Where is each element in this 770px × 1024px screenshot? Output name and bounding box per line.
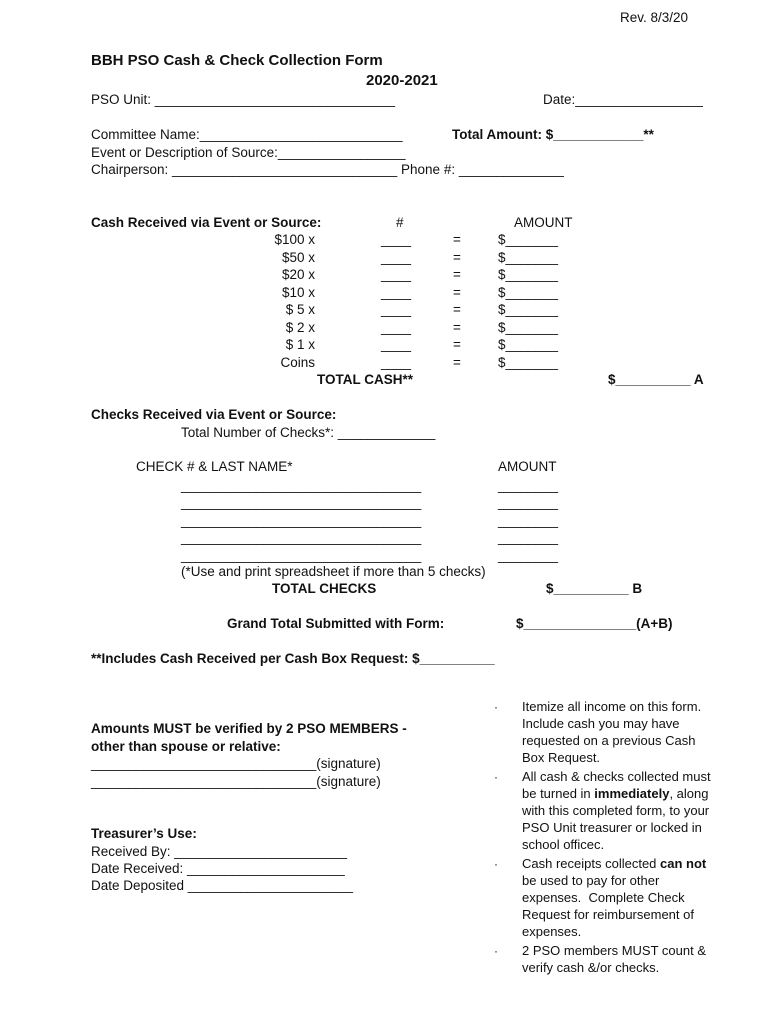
check-amount-field[interactable]: ________ xyxy=(498,495,559,510)
check-name-field[interactable]: ________________________________ xyxy=(181,478,422,493)
treasurer-heading: Treasurer’s Use: xyxy=(91,826,197,841)
amount-column-header: AMOUNT xyxy=(514,215,573,230)
cash-heading: Cash Received via Event or Source: xyxy=(91,215,322,230)
count-field[interactable]: ____ xyxy=(381,232,412,247)
spreadsheet-note: (*Use and print spreadsheet if more than 5 checks) xyxy=(181,564,486,579)
count-field[interactable]: ____ xyxy=(381,355,412,370)
instruction-line: be used to pay for other xyxy=(522,873,660,888)
grand-total-label: Grand Total Submitted with Form: xyxy=(227,616,445,631)
check-amount-column-header: AMOUNT xyxy=(498,459,557,474)
amount-field[interactable]: $_______ xyxy=(498,337,559,352)
denomination-label: $20 x xyxy=(281,267,315,282)
instruction-text: Cash receipts collected xyxy=(522,856,661,871)
count-field[interactable]: ____ xyxy=(381,250,412,265)
equals-sign: = xyxy=(453,320,461,335)
instruction-line xyxy=(522,856,706,872)
verification-instruction-cont: other than spouse or relative: xyxy=(91,739,281,754)
bullet-marker: · xyxy=(494,700,498,714)
instruction-line: requested on a previous Cash xyxy=(522,733,696,748)
revision-date: Rev. 8/3/20 xyxy=(620,10,689,25)
instruction-line xyxy=(522,786,708,802)
check-name-field[interactable]: ________________________________ xyxy=(181,548,422,563)
count-field[interactable]: ____ xyxy=(381,320,412,335)
equals-sign: = xyxy=(453,250,461,265)
total-amount-field[interactable]: Total Amount: $____________** xyxy=(452,127,654,142)
equals-sign: = xyxy=(453,355,461,370)
instruction-line: Box Request. xyxy=(522,750,601,765)
amount-field[interactable]: $_______ xyxy=(498,285,559,300)
instruction-line: Include cash you may have xyxy=(522,716,680,731)
total-checks-count-field[interactable]: Total Number of Checks*: _____________ xyxy=(181,425,436,440)
check-name-field[interactable]: ________________________________ xyxy=(181,513,422,528)
count-field[interactable]: ____ xyxy=(381,267,412,282)
pso-unit-field[interactable]: PSO Unit: ________________________________ xyxy=(91,92,396,107)
instruction-text: be turned in xyxy=(522,786,595,801)
checks-heading: Checks Received via Event or Source: xyxy=(91,407,337,422)
equals-sign: = xyxy=(453,285,461,300)
total-cash-label: TOTAL CASH** xyxy=(317,372,414,387)
instruction-line: 2 PSO members MUST count & xyxy=(522,943,706,958)
instruction-line: expenses. Complete Check xyxy=(522,890,685,905)
bullet-marker: · xyxy=(494,770,498,784)
received-by-field[interactable]: Received By: _______________________ xyxy=(91,844,347,859)
check-name-column-header: CHECK # & LAST NAME* xyxy=(136,459,293,474)
denomination-label: $10 x xyxy=(281,285,315,300)
check-amount-field[interactable]: ________ xyxy=(498,548,559,563)
date-field[interactable]: Date:_________________ xyxy=(543,92,703,107)
bullet-marker: · xyxy=(494,944,498,958)
check-name-field[interactable]: ________________________________ xyxy=(181,530,422,545)
event-description-field[interactable]: Event or Description of Source:_________________ xyxy=(91,145,406,160)
denomination-label: $100 x xyxy=(274,232,315,247)
signature-line-2[interactable]: ______________________________(signature) xyxy=(91,774,381,789)
amount-field[interactable]: $_______ xyxy=(498,267,559,282)
denomination-label: $ 5 x xyxy=(285,302,315,317)
equals-sign: = xyxy=(453,267,461,282)
check-amount-field[interactable]: ________ xyxy=(498,513,559,528)
amount-field[interactable]: $_______ xyxy=(498,302,559,317)
instruction-line: with this completed form, to your xyxy=(522,803,710,818)
count-field[interactable]: ____ xyxy=(381,337,412,352)
amount-field[interactable]: $_______ xyxy=(498,355,559,370)
form-title: BBH PSO Cash & Check Collection Form xyxy=(91,52,383,69)
total-checks-label: TOTAL CHECKS xyxy=(272,581,377,596)
denomination-label: $ 1 x xyxy=(285,337,315,352)
count-field[interactable]: ____ xyxy=(381,285,412,300)
committee-name-field[interactable]: Committee Name:___________________________ xyxy=(91,127,403,142)
equals-sign: = xyxy=(453,232,461,247)
count-column-header: # xyxy=(396,215,404,230)
instruction-emphasis: can not xyxy=(660,856,707,871)
denomination-label: $ 2 x xyxy=(285,320,315,335)
chairperson-phone-field[interactable]: Chairperson: ______________________________ Phone #: ______________ xyxy=(91,162,564,177)
check-amount-field[interactable]: ________ xyxy=(498,530,559,545)
cash-box-request-field[interactable]: **Includes Cash Received per Cash Box Request: $__________ xyxy=(91,651,495,666)
form-year: 2020-2021 xyxy=(366,72,438,89)
date-deposited-field[interactable]: Date Deposited ______________________ xyxy=(91,878,353,893)
instruction-line: expenses. xyxy=(522,924,582,939)
instruction-text: , along xyxy=(669,786,709,801)
instruction-line: All cash & checks collected must xyxy=(522,769,711,784)
amount-field[interactable]: $_______ xyxy=(498,250,559,265)
grand-total-field[interactable]: $_______________(A+B) xyxy=(516,616,673,631)
instruction-line: school officec. xyxy=(522,837,605,852)
amount-field[interactable]: $_______ xyxy=(498,232,559,247)
instruction-line: Request for reimbursement of xyxy=(522,907,694,922)
instruction-line: verify cash &/or checks. xyxy=(522,960,660,975)
bullet-marker: · xyxy=(494,857,498,871)
date-received-field[interactable]: Date Received: _____________________ xyxy=(91,861,345,876)
amount-field[interactable]: $_______ xyxy=(498,320,559,335)
denomination-label: $50 x xyxy=(281,250,315,265)
total-cash-field[interactable]: $__________ A xyxy=(608,372,704,387)
signature-line-1[interactable]: ______________________________(signature) xyxy=(91,756,381,771)
instruction-line: Itemize all income on this form. xyxy=(522,699,702,714)
instruction-line: PSO Unit treasurer or locked in xyxy=(522,820,702,835)
check-amount-field[interactable]: ________ xyxy=(498,478,559,493)
instruction-emphasis: immediately xyxy=(594,786,670,801)
equals-sign: = xyxy=(453,302,461,317)
count-field[interactable]: ____ xyxy=(381,302,412,317)
verification-instruction: Amounts MUST be verified by 2 PSO MEMBERS - xyxy=(91,721,407,736)
total-checks-field[interactable]: $__________ B xyxy=(546,581,643,596)
check-name-field[interactable]: ________________________________ xyxy=(181,495,422,510)
denomination-label: Coins xyxy=(280,355,315,370)
equals-sign: = xyxy=(453,337,461,352)
